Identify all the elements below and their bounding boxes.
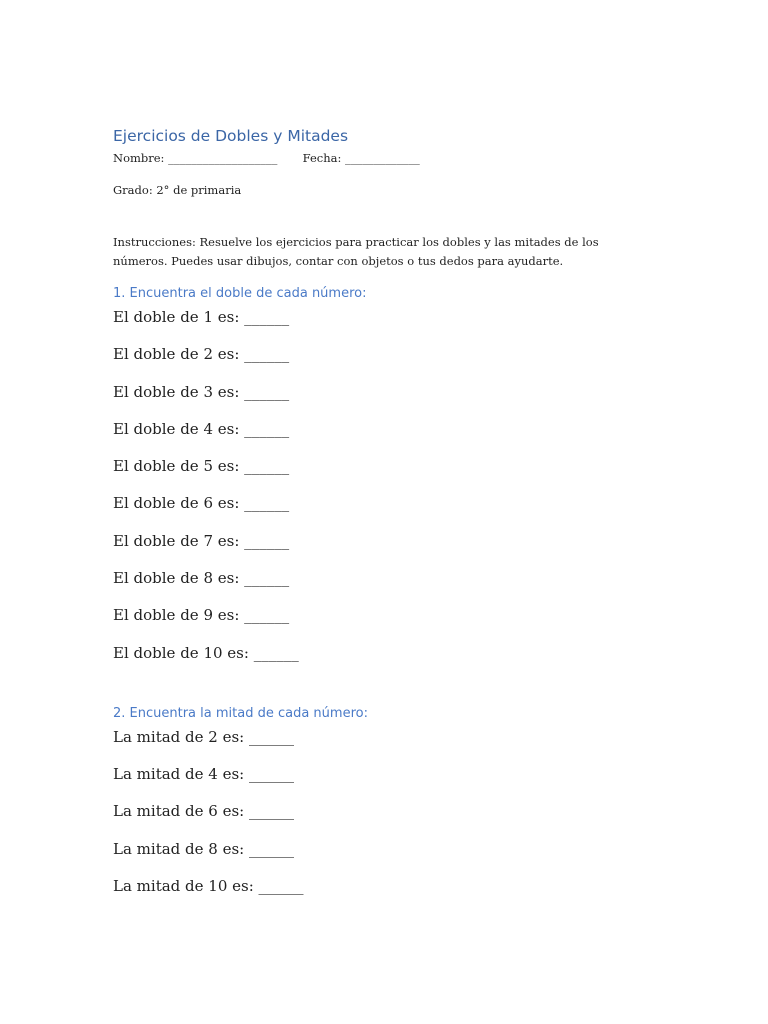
- doubles-exercise: El doble de 9 es: ______: [113, 606, 290, 625]
- student-info-line: [113, 150, 633, 166]
- grade-line: Grado: 2° de primaria: [113, 183, 242, 197]
- doubles-exercise: El doble de 7 es: ______: [113, 531, 290, 550]
- worksheet-page: [113, 125, 633, 896]
- doubles-exercise: El doble de 1 es: ______: [113, 308, 290, 326]
- name-field: Nombre: ___________________: [113, 151, 278, 165]
- halves-exercise-list: [113, 727, 633, 896]
- date-field: Fecha: _____________: [302, 151, 420, 165]
- halves-exercise: La mitad de 2 es: ______: [113, 727, 294, 746]
- halves-exercise: La mitad de 6 es: ______: [113, 802, 294, 821]
- document-title: Ejercicios de Dobles y Mitades: [113, 127, 349, 145]
- doubles-exercise: El doble de 2 es: ______: [113, 345, 290, 364]
- halves-exercise: La mitad de 8 es: ______: [113, 839, 294, 858]
- section-halves-title: 2. Encuentra la mitad de cada número:: [113, 705, 368, 721]
- instructions-paragraph: Instrucciones: Resuelve los ejercicios para practicar los dobles y las mitades de los números. Puedes usar dibujos, contar con objetos o tus dedos para ayudarte.: [113, 235, 599, 268]
- doubles-exercise-list: [113, 307, 633, 663]
- section-doubles-title: 1. Encuentra el doble de cada número:: [113, 286, 367, 301]
- halves-exercise: La mitad de 4 es: ______: [113, 764, 294, 783]
- doubles-exercise: El doble de 4 es: ______: [113, 419, 290, 438]
- halves-exercise: La mitad de 10 es: ______: [113, 876, 304, 895]
- doubles-exercise: El doble de 10 es: ______: [113, 643, 299, 662]
- doubles-exercise: El doble de 6 es: ______: [113, 494, 290, 513]
- doubles-exercise: El doble de 3 es: ______: [113, 382, 290, 401]
- doubles-exercise: El doble de 5 es: ______: [113, 457, 290, 476]
- doubles-exercise: El doble de 8 es: ______: [113, 569, 290, 588]
